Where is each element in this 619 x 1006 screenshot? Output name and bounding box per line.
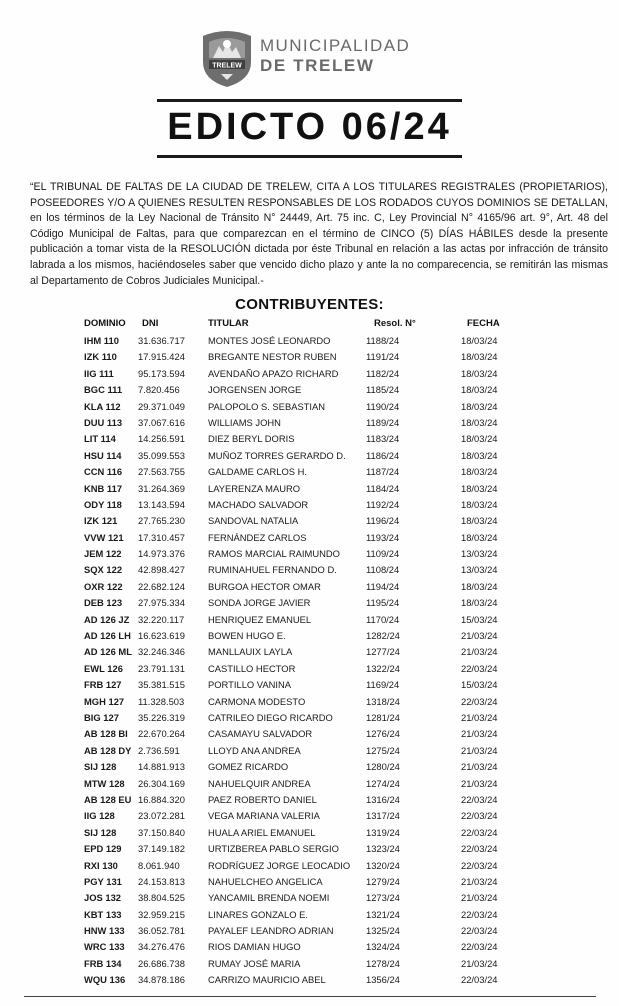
cell-dni: 35.226.319: [138, 711, 185, 723]
table-row: [0, 595, 619, 611]
table-row: [0, 874, 619, 890]
cell-resol: 1184/24: [366, 482, 400, 494]
cell-resol: 1323/24: [366, 843, 400, 855]
col-titular: TITULAR: [208, 318, 249, 329]
cell-titular: HENRIQUEZ EMANUEL: [208, 613, 312, 625]
cell-dominio: JOS 132: [84, 892, 122, 904]
cell-dni: 27.975.334: [138, 597, 185, 609]
cell-fecha: 21/03/24: [461, 744, 498, 756]
cell-dni: 24.153.813: [138, 875, 185, 887]
cell-dominio: BIG 127: [84, 711, 119, 723]
cell-fecha: 22/03/24: [461, 695, 498, 707]
cell-fecha: 18/03/24: [461, 597, 498, 609]
cell-titular: LLOYD ANA ANDREA: [208, 744, 301, 756]
cell-resol: 1280/24: [366, 761, 400, 773]
cell-fecha: 18/03/24: [461, 351, 498, 363]
cell-dni: 16.623.619: [138, 630, 185, 642]
cell-titular: LAYERENZA MAURO: [208, 482, 301, 494]
cell-fecha: 21/03/24: [461, 728, 498, 740]
header: [0, 28, 619, 88]
cell-fecha: 18/03/24: [461, 531, 498, 543]
cell-resol: 1192/24: [366, 498, 400, 510]
cell-resol: 1186/24: [366, 449, 400, 461]
cell-titular: HUALA ARIEL EMANUEL: [208, 826, 316, 838]
cell-resol: 1190/24: [366, 400, 400, 412]
cell-dominio: EPD 129: [84, 843, 122, 855]
cell-resol: 1169/24: [366, 679, 400, 691]
cell-fecha: 22/03/24: [461, 826, 498, 838]
cell-dominio: DUU 113: [84, 416, 123, 428]
cell-dni: 42.898.427: [138, 564, 185, 576]
cell-resol: 1325/24: [366, 925, 400, 937]
col-fecha: FECHA: [467, 318, 500, 329]
cell-titular: JORGENSEN JORGE: [208, 384, 302, 396]
cell-titular: RUMAY JOSÉ MARIA: [208, 957, 301, 969]
table-row: [0, 530, 619, 546]
cell-dominio: WRC 133: [84, 941, 125, 953]
cell-resol: 1274/24: [366, 777, 400, 789]
cell-resol: 1191/24: [366, 351, 400, 363]
cell-fecha: 13/03/24: [461, 548, 498, 560]
table-row: [0, 677, 619, 693]
cell-fecha: 22/03/24: [461, 810, 498, 822]
cell-resol: 1316/24: [366, 793, 400, 805]
cell-resol: 1322/24: [366, 662, 400, 674]
cell-titular: PALOPOLO S. SEBASTIAN: [208, 400, 326, 412]
cell-dni: 31.264.369: [138, 482, 185, 494]
cell-titular: SONDA JORGE JAVIER: [208, 597, 311, 609]
cell-fecha: 21/03/24: [461, 875, 498, 887]
cell-dominio: CCN 116: [84, 466, 123, 478]
cell-titular: BOWEN HUGO E.: [208, 630, 286, 642]
cell-titular: GALDAME CARLOS H.: [208, 466, 307, 478]
cell-titular: NAHUELQUIR ANDREA: [208, 777, 311, 789]
cell-titular: YANCAMIL BRENDA NOEMI: [208, 892, 330, 904]
cell-titular: FERNÁNDEZ CARLOS: [208, 531, 307, 543]
cell-dominio: IIG 111: [84, 367, 114, 379]
cell-resol: 1108/24: [366, 564, 400, 576]
cell-dominio: DEB 123: [84, 597, 123, 609]
cell-fecha: 15/03/24: [461, 679, 498, 691]
cell-dominio: HNW 133: [84, 925, 125, 937]
table-row: [0, 792, 619, 808]
cell-titular: CASTILLO HECTOR: [208, 662, 296, 674]
table-row: [0, 759, 619, 775]
cell-fecha: 22/03/24: [461, 843, 498, 855]
cell-dni: 26.304.169: [138, 777, 185, 789]
cell-titular: BURGOA HECTOR OMAR: [208, 580, 321, 592]
cell-dni: 2.736.591: [138, 744, 180, 756]
cell-dominio: AD 126 LH: [84, 630, 131, 642]
table-row: [0, 612, 619, 628]
cell-titular: DIEZ BERYL DORIS: [208, 433, 295, 445]
cell-dni: 31.636.717: [138, 335, 185, 346]
table-row: [0, 743, 619, 759]
cell-fecha: 21/03/24: [461, 957, 498, 969]
cell-dni: 34.878.186: [138, 974, 185, 986]
cell-resol: 1188/24: [366, 335, 400, 346]
cell-dominio: PGY 131: [84, 875, 122, 887]
cell-titular: GOMEZ RICARDO: [208, 761, 289, 773]
table-row: [0, 448, 619, 464]
cell-resol: 1281/24: [366, 711, 400, 723]
cell-dominio: ODY 118: [84, 498, 122, 510]
cell-dominio: WQU 136: [84, 974, 126, 986]
cell-titular: MACHADO SALVADOR: [208, 498, 309, 510]
table-row: [0, 825, 619, 841]
table-row: [0, 481, 619, 497]
brand-line2: DE TRELEW: [260, 56, 375, 75]
cell-resol: 1317/24: [366, 810, 400, 822]
cell-fecha: 18/03/24: [461, 498, 498, 510]
table-row: [0, 726, 619, 742]
cell-titular: RUMINAHUEL FERNANDO D.: [208, 564, 337, 576]
table-row: [0, 349, 619, 365]
table-row: [0, 776, 619, 792]
cell-titular: PAEZ ROBERTO DANIEL: [208, 793, 317, 805]
cell-fecha: 21/03/24: [461, 761, 498, 773]
cell-dni: 14.973.376: [138, 548, 185, 560]
cell-dni: 32.246.346: [138, 646, 185, 658]
cell-titular: WILLIAMS JOHN: [208, 416, 281, 428]
cell-titular: CATRILEO DIEGO RICARDO: [208, 711, 333, 723]
cell-fecha: 21/03/24: [461, 892, 498, 904]
table-row: [0, 562, 619, 578]
cell-dni: 36.052.781: [138, 925, 185, 937]
cell-dni: 11.328.503: [138, 695, 185, 707]
cell-resol: 1193/24: [366, 531, 400, 543]
table-row: [0, 333, 619, 349]
cell-dni: 26.686.738: [138, 957, 185, 969]
table-row: [0, 923, 619, 939]
cell-titular: MONTES JOSÉ LEONARDO: [208, 335, 331, 346]
table-row: [0, 366, 619, 382]
cell-dominio: LIT 114: [84, 433, 116, 445]
col-resol: Resol. N°: [374, 318, 416, 329]
cell-dominio: MTW 128: [84, 777, 125, 789]
cell-dominio: IIG 128: [84, 810, 115, 822]
cell-dominio: FRB 127: [84, 679, 122, 691]
cell-dominio: EWL 126: [84, 662, 123, 674]
col-dni: DNI: [142, 318, 159, 329]
table-row: [0, 808, 619, 824]
cell-titular: AVENDAÑO APAZO RICHARD: [208, 367, 339, 379]
cell-dni: 13.143.594: [138, 498, 185, 510]
cell-resol: 1324/24: [366, 941, 400, 953]
table-header: [0, 318, 619, 332]
cell-titular: PORTILLO VANINA: [208, 679, 292, 691]
table-row: [0, 972, 619, 988]
cell-fecha: 18/03/24: [461, 515, 498, 527]
cell-dni: 37.149.182: [138, 843, 185, 855]
table-row: [0, 890, 619, 906]
cell-resol: 1282/24: [366, 630, 400, 642]
cell-fecha: 18/03/24: [461, 433, 498, 445]
table-row: [0, 956, 619, 972]
cell-dni: 34.276.476: [138, 941, 185, 953]
cell-dominio: KLA 112: [84, 400, 121, 412]
table-row: [0, 939, 619, 955]
cell-dominio: OXR 122: [84, 580, 123, 592]
cell-fecha: 22/03/24: [461, 974, 498, 986]
cell-titular: CASAMAYU SALVADOR: [208, 728, 313, 740]
cell-dominio: RXI 130: [84, 859, 118, 871]
table-row: [0, 497, 619, 513]
table-row: [0, 628, 619, 644]
cell-dominio: SQX 122: [84, 564, 123, 576]
svg-text:TRELEW: TRELEW: [212, 62, 242, 70]
cell-resol: 1187/24: [366, 466, 400, 478]
cell-fecha: 21/03/24: [461, 646, 498, 658]
cell-resol: 1275/24: [366, 744, 400, 756]
table-row: [0, 579, 619, 595]
cell-titular: URTIZBEREA PABLO SERGIO: [208, 843, 339, 855]
cell-resol: 1318/24: [366, 695, 400, 707]
cell-titular: NAHUELCHEO ANGELICA: [208, 875, 323, 887]
cell-resol: 1185/24: [366, 384, 400, 396]
table-row: [0, 546, 619, 562]
table-row: [0, 382, 619, 398]
table-row: [0, 841, 619, 857]
cell-titular: LINARES GONZALO E.: [208, 908, 309, 920]
cell-fecha: 22/03/24: [461, 925, 498, 937]
cell-dni: 23.072.281: [138, 810, 185, 822]
title-rule-bottom: [157, 155, 462, 158]
cell-dominio: KBT 133: [84, 908, 122, 920]
cell-resol: 1319/24: [366, 826, 400, 838]
cell-dni: 32.220.117: [138, 613, 185, 625]
cell-dni: 8.061.940: [138, 859, 180, 871]
cell-resol: 1273/24: [366, 892, 400, 904]
cell-dominio: SIJ 128: [84, 826, 117, 838]
title-rule-top: [157, 99, 462, 102]
table-row: [0, 644, 619, 660]
cell-resol: 1279/24: [366, 875, 400, 887]
table-row: [0, 415, 619, 431]
cell-dni: 22.670.264: [138, 728, 185, 740]
cell-fecha: 18/03/24: [461, 335, 498, 346]
cell-dni: 32.959.215: [138, 908, 185, 920]
cell-fecha: 21/03/24: [461, 711, 498, 723]
cell-dni: 17.310.457: [138, 531, 185, 543]
cell-fecha: 22/03/24: [461, 941, 498, 953]
cell-dominio: JEM 122: [84, 548, 122, 560]
cell-dominio: AB 128 BI: [84, 728, 128, 740]
cell-resol: 1182/24: [366, 367, 400, 379]
cell-titular: SANDOVAL NATALIA: [208, 515, 299, 527]
municipal-shield-logo: [199, 28, 255, 88]
cell-dominio: IZK 110: [84, 351, 117, 363]
cell-titular: MUÑOZ TORRES GERARDO D.: [208, 449, 346, 461]
cell-titular: MANLLAUIX LAYLA: [208, 646, 293, 658]
cell-fecha: 18/03/24: [461, 449, 498, 461]
cell-dni: 38.804.525: [138, 892, 185, 904]
cell-titular: RIOS DAMIAN HUGO: [208, 941, 301, 953]
cell-resol: 1195/24: [366, 597, 400, 609]
cell-dni: 95.173.594: [138, 367, 185, 379]
cell-resol: 1356/24: [366, 974, 400, 986]
cell-resol: 1276/24: [366, 728, 400, 740]
cell-dni: 22.682.124: [138, 580, 185, 592]
cell-fecha: 18/03/24: [461, 482, 498, 494]
cell-resol: 1194/24: [366, 580, 400, 592]
cell-titular: RAMOS MARCIAL RAIMUNDO: [208, 548, 340, 560]
cell-fecha: 22/03/24: [461, 908, 498, 920]
cell-dni: 27.765.230: [138, 515, 185, 527]
cell-resol: 1196/24: [366, 515, 400, 527]
cell-fecha: 18/03/24: [461, 466, 498, 478]
cell-dni: 16.884.320: [138, 793, 185, 805]
cell-dni: 37.067.616: [138, 416, 185, 428]
cell-titular: BREGANTE NESTOR RUBEN: [208, 351, 337, 363]
cell-resol: 1183/24: [366, 433, 400, 445]
cell-fecha: 22/03/24: [461, 859, 498, 871]
cell-dominio: AD 126 ML: [84, 646, 132, 658]
cell-dni: 37.150.840: [138, 826, 185, 838]
brand-name: [260, 36, 410, 76]
cell-fecha: 15/03/24: [461, 613, 498, 625]
cell-dni: 35.099.553: [138, 449, 185, 461]
contribuyentes-heading: CONTRIBUYENTES:: [235, 296, 384, 313]
cell-dni: 27.563.755: [138, 466, 185, 478]
cell-dominio: KNB 117: [84, 482, 123, 494]
cell-dni: 14.881.913: [138, 761, 185, 773]
table-row: [0, 464, 619, 480]
brand-line1: MUNICIPALIDAD: [260, 36, 411, 55]
cell-dominio: MGH 127: [84, 695, 125, 707]
table-row: [0, 399, 619, 415]
cell-dni: 17.915.424: [138, 351, 185, 363]
edict-body-text: “EL TRIBUNAL DE FALTAS DE LA CIUDAD DE TRELEW, CITA A LOS TITULARES REGISTRALES (PROPIETARIOS), POSEEDORES Y/O A QUIENES RESULTEN RESPONSABLES DE LOS RODADOS CUYOS DOMINIOS SE DETALLAN, en los términos de la Ley Nacional de Tránsito N° 24449, Art. 75 inc. C, Ley Provincial N° 4165/96 art. 9°, Art. 48 del Código Municipal de Faltas, para que comparezcan en el término de CINCO (5) DÍAS HÁBILES desde la presente publicación a tomar vista de la RESOLUCIÓN dictada por éste Tribunal en relación a las actas por infracción de tránsito labrada a los mismos, haciéndoseles saber que vencido dicho plazo y ante la no comparecencia, se remitirán las mismas al Departamento de Cobros Judiciales Municipal.-: [30, 181, 608, 287]
cell-titular: VEGA MARIANA VALERIA: [208, 810, 320, 822]
cell-fecha: 21/03/24: [461, 630, 498, 642]
table-row: [0, 907, 619, 923]
cell-dni: 35.381.515: [138, 679, 185, 691]
table-row: [0, 431, 619, 447]
cell-dominio: VVW 121: [84, 531, 124, 543]
col-dominio: DOMINIO: [84, 318, 126, 329]
table-row: [0, 858, 619, 874]
cell-titular: CARRIZO MAURICIO ABEL: [208, 974, 326, 986]
cell-fecha: 18/03/24: [461, 580, 498, 592]
cell-dominio: AD 126 JZ: [84, 613, 130, 625]
cell-dominio: HSU 114: [84, 449, 122, 461]
cell-dominio: AB 128 EU: [84, 793, 132, 805]
cell-resol: 1321/24: [366, 908, 400, 920]
cell-dominio: BGC 111: [84, 384, 123, 396]
cell-fecha: 22/03/24: [461, 793, 498, 805]
cell-resol: 1109/24: [366, 548, 400, 560]
cell-resol: 1278/24: [366, 957, 400, 969]
cell-dominio: IHM 110: [84, 335, 119, 346]
cell-dni: 29.371.049: [138, 400, 185, 412]
contributors-table: [0, 333, 619, 989]
cell-fecha: 18/03/24: [461, 367, 498, 379]
cell-fecha: 18/03/24: [461, 400, 498, 412]
cell-fecha: 21/03/24: [461, 777, 498, 789]
cell-titular: PAYALEF LEANDRO ADRIAN: [208, 925, 334, 937]
cell-dominio: IZK 121: [84, 515, 118, 527]
cell-fecha: 13/03/24: [461, 564, 498, 576]
cell-dominio: FRB 134: [84, 957, 122, 969]
cell-titular: RODRÍGUEZ JORGE LEOCADIO: [208, 859, 351, 871]
cell-fecha: 18/03/24: [461, 416, 498, 428]
cell-dni: 14.256.591: [138, 433, 185, 445]
cell-titular: CARMONA MODESTO: [208, 695, 306, 707]
cell-dni: 7.820.456: [138, 384, 180, 396]
table-row: [0, 694, 619, 710]
cell-resol: 1320/24: [366, 859, 400, 871]
cell-dni: 23.791.131: [138, 662, 185, 674]
cell-resol: 1189/24: [366, 416, 400, 428]
cell-fecha: 18/03/24: [461, 384, 498, 396]
cell-dominio: SIJ 128: [84, 761, 117, 773]
table-row: [0, 710, 619, 726]
table-row: [0, 513, 619, 529]
table-row: [0, 661, 619, 677]
cell-dominio: AB 128 DY: [84, 744, 132, 756]
bottom-rule: [24, 996, 596, 997]
cell-resol: 1170/24: [366, 613, 400, 625]
cell-fecha: 22/03/24: [461, 662, 498, 674]
edict-title: EDICTO 06/24: [167, 106, 452, 148]
cell-resol: 1277/24: [366, 646, 400, 658]
